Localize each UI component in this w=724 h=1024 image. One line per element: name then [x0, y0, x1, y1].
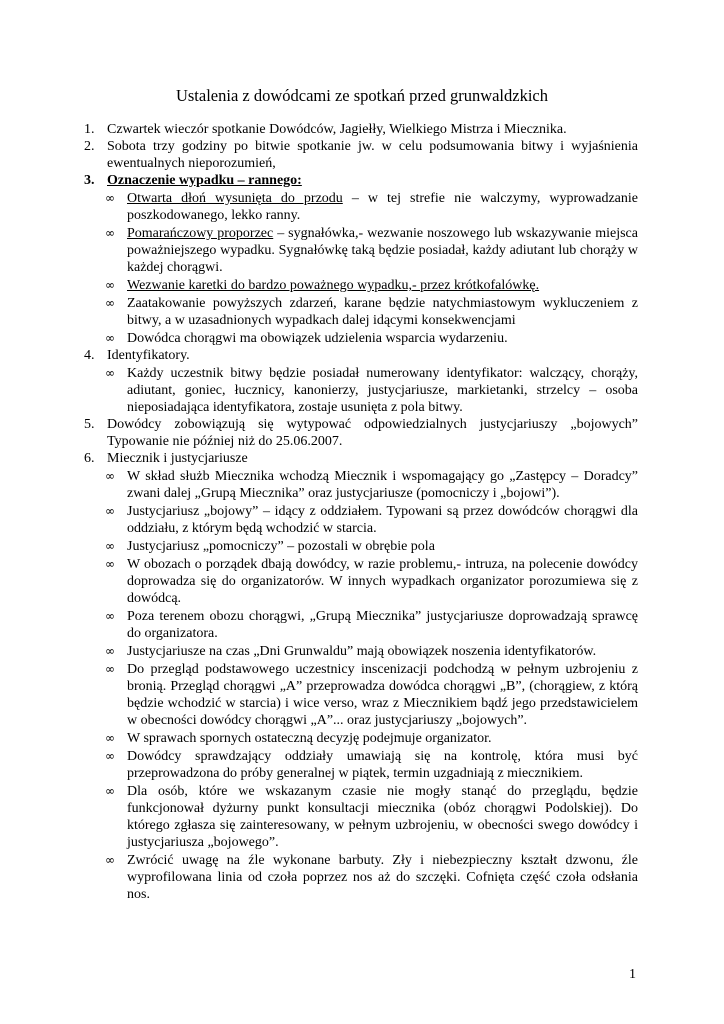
- sub-item-text: – w tej strefie nie walczymy, wyprowadzanie poszkodowanego, lekko ranny.: [127, 191, 638, 223]
- infinity-bullet-icon: ∞: [105, 331, 115, 345]
- sub-list-item: [84, 852, 638, 903]
- infinity-bullet-icon: ∞: [105, 278, 115, 292]
- item-text: Identyfikatory.: [107, 348, 190, 363]
- infinity-bullet-icon: ∞: [105, 749, 115, 763]
- sub-item-text: W skład służb Miecznika wchodzą Miecznik i wspomagający go „Zastępcy – Doradcy” zwani dalej „Grupą Miecznika” oraz justycjariusze (pomocniczy i „bojowi”).: [127, 469, 638, 501]
- infinity-bullet-icon: ∞: [105, 296, 115, 310]
- infinity-bullet-icon: ∞: [105, 662, 115, 676]
- sub-list-item: [84, 783, 638, 851]
- sub-list-item: [84, 556, 638, 607]
- document-body: [84, 121, 638, 903]
- item-text: Dowódcy zobowiązują się wytypować odpowiedzialnych justycjariuszy „bojowych” Typowanie nie później niż do 25.06.2007.: [107, 417, 638, 449]
- infinity-bullet-icon: ∞: [105, 853, 115, 867]
- infinity-bullet-icon: ∞: [105, 539, 115, 553]
- sub-list-item: [84, 661, 638, 729]
- sub-item-text: Zwrócić uwagę na źle wykonane barbuty. Zły i niebezpieczny kształt dzwonu, źle wyprofilowana linia od czoła poprzez nos aż do szczęki. Cofnięta część czoła odsłania nos.: [127, 853, 638, 902]
- sub-item-text: Justycjariusz „pomocniczy” – pozostali w obrębie pola: [127, 539, 435, 554]
- sub-item-text: Poza terenem obozu chorągwi, „Grupą Miecznika” justycjariusze doprowadzają sprawcę do organizatora.: [127, 609, 638, 641]
- list-item: [84, 347, 638, 364]
- sub-list-item: [84, 748, 638, 782]
- item-heading: Oznaczenie wypadku – rannego:: [107, 173, 302, 188]
- item-text: Miecznik i justycjariusze: [107, 451, 248, 466]
- infinity-bullet-icon: ∞: [105, 731, 115, 745]
- sub-item-underlined: Otwarta dłoń wysunięta do przodu: [127, 191, 343, 206]
- infinity-bullet-icon: ∞: [105, 784, 115, 798]
- item-text: Sobota trzy godziny po bitwie spotkanie jw. w celu podsumowania bitwy i wyjaśnienia ewentualnych nieporozumień,: [107, 139, 638, 171]
- sub-list-item: [84, 225, 638, 276]
- infinity-bullet-icon: ∞: [105, 557, 115, 571]
- sub-list-item: [84, 503, 638, 537]
- page-number: 1: [629, 967, 636, 982]
- sub-item-text: – sygnałówka,- wezwanie noszowego lub wskazywanie miejsca poważniejszego wypadku. Sygnałówkę taką będzie posiadał, każdy adiutant lub chorąży w każdej chorągwi.: [127, 226, 638, 275]
- sub-item-text: Każdy uczestnik bitwy będzie posiadał numerowany identyfikator: walczący, chorąży, adiutant, goniec, łucznicy, kanonierzy, justycjariusze, markietanki, strzelcy – osoba nieposiadająca identyfikatora, zostaje usunięta z pola bitwy.: [127, 366, 638, 415]
- item-number: 2.: [84, 139, 95, 154]
- sub-item-text: Dowódca chorągwi ma obowiązek udzielenia wsparcia wydarzeniu.: [127, 331, 508, 346]
- item-number: 5.: [84, 417, 95, 432]
- sub-item-text: Justycjariusze na czas „Dni Grunwaldu” mają obowiązek noszenia identyfikatorów.: [127, 644, 597, 659]
- item-number: 3.: [84, 173, 95, 188]
- document-title: Ustalenia z dowódcami ze spotkań przed grunwaldzkich: [175, 86, 549, 105]
- sub-item-text: Dowódcy sprawdzający oddziały umawiają się na kontrolę, która musi być przeprowadzona do próby generalnej w piątek, termin uzgadniają z miecznikiem.: [127, 749, 638, 781]
- sub-list-item: [84, 730, 638, 747]
- infinity-bullet-icon: ∞: [105, 504, 115, 518]
- list-item: [84, 172, 638, 189]
- sub-item-text: Do przegląd podstawowego uczestnicy inscenizacji podchodzą w pełnym uzbrojeniu z bronią. Przegląd chorągwi „A” przeprowadza dowódca chorągwi „B”, (chorągiew, z którą będzie wchodzić w starcia) i wice verso, wraz z Miecznikiem bądź jego przedstawicielem w obecności dowódcy chorągwi „A”... oraz justycjariuszy „bojowych”.: [127, 662, 638, 728]
- sub-item-underlined: Pomarańczowy proporzec: [127, 226, 274, 241]
- item-number: 1.: [84, 122, 95, 137]
- sub-list-item: [84, 643, 638, 660]
- infinity-bullet-icon: ∞: [105, 366, 115, 380]
- infinity-bullet-icon: ∞: [105, 644, 115, 658]
- sub-list-item: [84, 330, 638, 347]
- infinity-bullet-icon: ∞: [105, 609, 115, 623]
- sub-item-text: W obozach o porządek dbają dowódcy, w razie problemu,- intruza, na polecenie dowódcy doprowadza się do organizatorów. W innych wypadkach organizator porozumiewa się z dowódcą.: [127, 557, 638, 606]
- list-item: [84, 450, 638, 467]
- list-item: [84, 416, 638, 450]
- infinity-bullet-icon: ∞: [105, 191, 115, 205]
- item-number: 6.: [84, 451, 95, 466]
- sub-list-item: [84, 190, 638, 224]
- sub-list-item: [84, 468, 638, 502]
- infinity-bullet-icon: ∞: [105, 226, 115, 240]
- infinity-bullet-icon: ∞: [105, 469, 115, 483]
- item-text: Czwartek wieczór spotkanie Dowódców, Jagiełły, Wielkiego Mistrza i Miecznika.: [107, 122, 567, 137]
- sub-list-item: [84, 608, 638, 642]
- sub-list-item: [84, 365, 638, 416]
- sub-item-text: Justycjariusz „bojowy” – idący z oddziałem. Typowani są przez dowódców chorągwi dla oddziału, z którym będą wchodzić w starcia.: [127, 504, 638, 536]
- sub-list-item: [84, 538, 638, 555]
- list-item: [84, 121, 638, 138]
- sub-item-text: Dla osób, które we wskazanym czasie nie mogły stanąć do przeglądu, będzie funkcjonował dyżurny punkt konsultacji miecznika (obóz chorągwi Podolskiej). Do którego zgłasza się zainteresowany, w pełnym uzbrojeniu, w obecności swego dowódcy i justycjariusza „bojowego”.: [127, 784, 638, 850]
- sub-item-text: Zaatakowanie powyższych zdarzeń, karane będzie natychmiastowym wykluczeniem z bitwy, a w uzasadnionych wypadkach dalej idącymi konsekwencjami: [127, 296, 638, 328]
- sub-list-item: [84, 295, 638, 329]
- list-item: [84, 138, 638, 172]
- sub-list-item: [84, 277, 638, 294]
- sub-item-underlined: Wezwanie karetki do bardzo poważnego wypadku,- przez krótkofalówkę.: [127, 278, 540, 293]
- item-number: 4.: [84, 348, 95, 363]
- sub-item-text: W sprawach spornych ostateczną decyzję podejmuje organizator.: [127, 731, 492, 746]
